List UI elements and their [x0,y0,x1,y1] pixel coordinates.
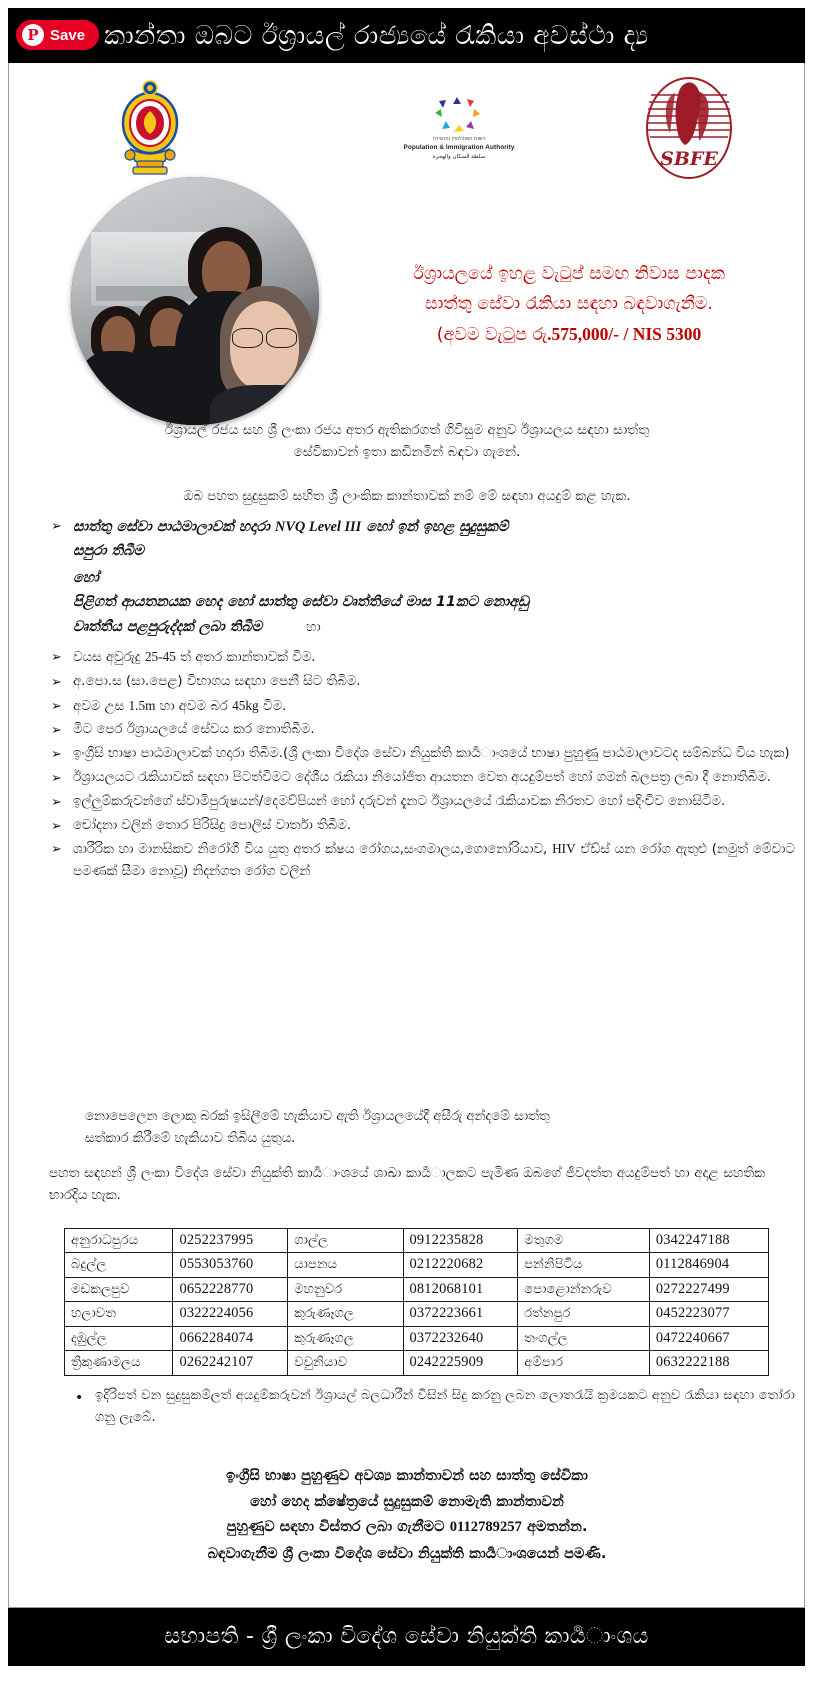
contact-city: යාපනය [288,1253,403,1277]
bullet-marker-icon: ➢ [51,818,62,834]
bullet-marker-icon: ➢ [51,794,62,810]
intro-paragraph [49,420,765,464]
closing-phone-prefix: පුහුණුව සඳහා විස්තර ලබා ගැනීමට [226,1518,450,1536]
requirement-exam-text: අ.පො.ස (සා.පෙළ) විභාගය සඳහා පෙනී සිට තිබීම. [73,673,361,689]
intro-paragraph-2: ඔබ පහත සුදුසුකම් සහිත ශ්‍රී ලාංකික කාන්තාවක් නම් මේ සඳහා අයදුම් කළ හැක. [183,488,631,504]
bullet-marker-icon: ➢ [51,723,62,739]
bottom-banner-text: සභාපති - ශ්‍රී ලංකා විදේශ සේවා නියුක්ති කායර්‍ාංශය [164,1624,649,1649]
contact-phone: 0372223661 [403,1302,518,1326]
contact-city: පොළොන්නරුව [518,1277,650,1301]
requirement-item-police-report [39,815,795,837]
requirement-alt-line-2 [73,615,795,640]
contact-phone: 0632222188 [649,1351,768,1375]
requirement-no-prior-text: මීට පෙර ඊශ්‍රායලයේ සේවය කර නොතිබීම. [73,722,315,738]
closing-line-1: ඉංග්‍රීසි භාෂා පුහුණුව අවශ්‍ය කාන්තාවන් සහ සාත්තු සේවිකා [226,1467,588,1484]
contact-city: කුරුණෑගල [288,1326,403,1350]
requirement-primary-nvq: NVQ Level III [274,519,362,535]
mid-paragraph-2 [49,1163,765,1207]
slbfe-logo-icon [639,73,739,183]
headline-salary-prefix: (අවම වැටුප රු [436,325,548,346]
contact-phone: 0322224056 [173,1302,288,1326]
requirement-item-english [39,743,795,765]
contact-phone: 0452223077 [649,1302,768,1326]
pinterest-save-label: Save [50,26,86,44]
requirement-no-agency-text: ඊශ්‍රායලයට රැකියාවක් සඳහා පිටත්වීමට දේශීය රැකියා නියෝජිත ආයතන වෙත අයදුම්පත් හෝ ගමන් බලපත්‍ර ලබා දී නොතිබීම. [73,769,771,785]
closing-phone-number: 0112789257 [449,1519,522,1536]
contact-city: ගාල්ල [288,1229,403,1253]
table-row [65,1351,769,1375]
requirement-english-text: ඉංග්‍රීසි භාෂා පාඨමාලාවක් හදාරා තිබීම.(ශ්‍රී ලංකා විදේශ සේවා නියුක්ති කායර්‍ාංශයේ භාෂා පුහුණු පාඨමාලාවටද සම්බන්ධ විය හැක) [73,746,790,762]
requirement-age-post: ත් අතර කාන්තාවක් වීම. [175,649,316,665]
requirement-alternative [73,590,795,640]
headline-line-3 [344,319,794,350]
contact-phone: 0272227499 [649,1277,768,1301]
mid-p1-line-2: සත්කාර කිරීමේ හැකියාව තිබිය යුතුය. [85,1131,296,1147]
pinterest-icon: P [22,24,44,46]
requirement-item-no-prior-israel [39,719,795,741]
top-banner-text: කාන්තා ඔබට ඊශ්‍රායල් රාජ්‍යයේ රැකියා අවස්ථා ‍ද්‍ය [104,20,649,51]
requirement-alt-text-a: පිළිගත් ආයතනයක හෙද හෝ සාත්තු සේවා වෘත්තියේ මාස [73,594,436,611]
contact-phone: 0553053760 [173,1253,288,1277]
hero-photo [71,177,319,425]
bullet-marker-icon: ➢ [51,770,62,786]
requirement-primary-text-b: හෝ ඉන් ඉහළ සුදුසුකම් [361,519,509,535]
requirement-alt-text-c: වෘත්තීය පළපුරුද්දක් ලබා තිබීම [73,619,263,636]
contact-phone: 0372232640 [403,1326,518,1350]
lottery-note-line-1: ඉදිරිපත් වන සුදුසුකම්ලත් අයදුම්කරුවන් ඊශ්‍රායල් බලධාරීන් විසින් සිදු කරනු ලබන [95,1388,536,1403]
requirement-height-value: 1.5m [128,697,156,713]
contact-city: ත්‍රිකුණාමලය [65,1351,173,1375]
closing-block [49,1463,765,1566]
contact-city: මඩකලපුව [65,1277,173,1301]
svg-text:SBFE: SBFE [660,148,718,170]
pia-english-text: Population & Immigration Authority [403,144,515,152]
table-row [65,1277,769,1301]
bullet-marker-icon: ➢ [51,747,62,763]
pia-hebrew-text: רשות האוכלוסין וההגירה [432,136,486,142]
requirement-health-pre: ශාරීරික හා මානසිකව නිරෝගී විය යුතු අතර ක්ෂය රෝගය,සංගමාලය,ගොනෝරියාව, [73,842,553,858]
headline-line-1: ඊශ්‍රායලයේ ඉහළ වැටුප් සමඟ නිවාස පාදක [413,264,725,284]
requirement-weight-value: 45kg [232,697,259,713]
contact-city: වවුනියාව [288,1351,403,1375]
requirements-list [39,515,795,885]
contact-phone: 0912235828 [403,1229,518,1253]
contact-city: බදුල්ල [65,1253,173,1277]
israel-population-immigration-authority-icon [433,95,485,133]
requirement-or-label: හෝ [73,569,99,586]
table-row [65,1229,769,1253]
contact-city: මතුගම [518,1229,650,1253]
table-row [65,1326,769,1350]
requirement-alt-tail: හා [306,620,321,636]
mid-p2-line-1: පහත සඳහන් ශ්‍රී ලංකා විදේශ සේවා නියුක්ති කායර්‍ාංශයේ ශාඛා කායර්‍ාලකට පැමිණ [49,1166,519,1181]
glasses-icon [232,328,296,345]
requirement-item-health [39,838,795,883]
requirement-height-pre: අවම උස [73,698,129,714]
requirement-item-no-agency [39,767,795,789]
requirement-weight-pre: හා අවම බර [155,698,233,714]
requirement-health-post: ඒඩ්ස් යන රෝග ඇතුළු (නමුත් මේවාට පමණක් සීමා නොවූ) නිදන්ගත රෝග වලින් [73,842,795,880]
contact-city: කුරුණෑගල [288,1302,403,1326]
bullet-marker-icon: ➢ [51,698,62,714]
bottom-banner [8,1608,805,1666]
contact-phone: 0812068101 [403,1277,518,1301]
lottery-note-line-2: ලොතරැයි ක්‍රමයකට අනුව රැකියා සඳහා තෝරා ගනු ලැබේ. [95,1388,796,1426]
requirement-item-no-family-israel [39,791,795,813]
logos-row [9,73,804,183]
contact-city: මහනුවර [288,1277,403,1301]
contact-phone: 0472240667 [649,1326,768,1350]
requirement-alt-text-b: කට නොඅඩු [455,594,529,611]
intro-line-1: ඊශ්‍රායල් රජය සහ ශ්‍රී ලංකා රජය අතර ඇතිකරගත් ගිවිසුම අනුව ඊශ්‍රායලය සඳහා සාත්තු [164,422,650,438]
bullet-marker-icon: ➢ [51,649,62,665]
lottery-note [73,1385,795,1429]
poster-frame [8,63,805,1608]
pia-logo [394,95,524,161]
contacts-table [64,1228,769,1376]
contact-city: දඹුල්ල [65,1326,173,1350]
requirement-police-text: චෝදනා වලින් තොර පිරිසිදු පොලිස් වාර්තා තිබීම. [73,817,352,833]
intro-line-2: සේවිකාවන් ඉතා කඩිනමින් බඳවා ගැනේ. [293,443,521,460]
requirement-primary-text-a: සාත්තු සේවා පාඨමාලාවක් හදාරා [73,519,275,535]
contact-city: පන්නිපිටිය [518,1253,650,1277]
requirement-health-hiv: HIV [552,841,576,857]
requirement-no-family-text: ඉල්ලුම්කරුවන්ගේ ස්වාමිපුරුෂයන්/දෙමව්පියන් හෝ දරුවන් දැනට ඊශ්‍රායලයේ රැකියාවක නිරතව හෝ පදිංචිව නොසිටීම. [73,793,726,809]
contact-city: අම්පාර [518,1351,650,1375]
requirement-physical-post: වීම. [258,698,287,714]
contact-phone: 0662284074 [173,1326,288,1350]
requirement-item-age [39,646,795,669]
bullet-marker-icon: ➢ [51,674,62,690]
closing-phone-suffix: අමතන්න. [521,1518,588,1536]
sri-lanka-government-emblem-icon [119,77,181,177]
contact-phone: 0212220682 [403,1253,518,1277]
headline-line-2: සාත්තු සේවා රැකියා සඳහා බඳවාගැනීම. [425,294,713,315]
headline [344,259,794,350]
bullet-marker-icon: ➢ [51,519,62,534]
requirement-item-exam [39,671,795,693]
closing-line-2: හෝ හෙද ක්ෂේත්‍රයේ සුදුසුකම් නොමැති කාන්තාවන් [250,1492,564,1510]
requirement-item-physical [39,695,795,718]
table-row [65,1302,769,1326]
mid-p2-line-2: ඔබගේ ජීවදත්ත අයදුම්පත් හා අදාළ සහතික භාරදිය හැක. [49,1166,765,1204]
mid-paragraph-1 [49,1106,765,1150]
requirement-age-pre: වයස අවුරුදු [73,649,145,665]
mid-p1-line-1: නොපෙලෙන ලොකු බරක් ඉසිලීමේ හැකියාව ඇති ඊශ්‍රායලයේදී අසීරු අන්දමේ සාත්තු [85,1109,550,1124]
contact-phone: 0342247188 [649,1229,768,1253]
contact-phone: 0262242107 [173,1351,288,1375]
closing-line-3 [49,1514,765,1541]
pia-arabic-text: سلطة السكان والهجرة [432,153,486,160]
closing-line-4: බඳවාගැනීම ශ්‍රී ලංකා විදේශ සේවා නියුක්ති කායර්‍ාංශයෙන් පමණි. [207,1544,607,1562]
contact-city: තංගල්ල [518,1326,650,1350]
contact-phone: 0252237995 [173,1229,288,1253]
contact-city: හලාවත [65,1302,173,1326]
contacts-table-wrap [64,1228,769,1376]
headline-salary-amount: .575,000/- / NIS 5300 [547,324,702,345]
requirement-primary-text-c: සපුරා තිබීම [73,543,144,560]
contact-phone: 0652228770 [173,1277,288,1301]
bullet-dot-icon: • [75,1390,84,1406]
requirement-alt-months: 11 [435,594,456,611]
contact-phone: 0242225909 [403,1351,518,1375]
pinterest-save-button[interactable] [16,20,99,50]
table-row [65,1253,769,1277]
requirement-age-range: 25-45 [144,648,176,664]
top-banner [8,8,805,63]
contact-phone: 0112846904 [649,1253,768,1277]
contact-city: රත්නපුර [518,1302,650,1326]
contact-city: අනුරාධපුරය [65,1229,173,1253]
requirement-primary [39,515,795,564]
bullet-marker-icon: ➢ [51,842,62,858]
